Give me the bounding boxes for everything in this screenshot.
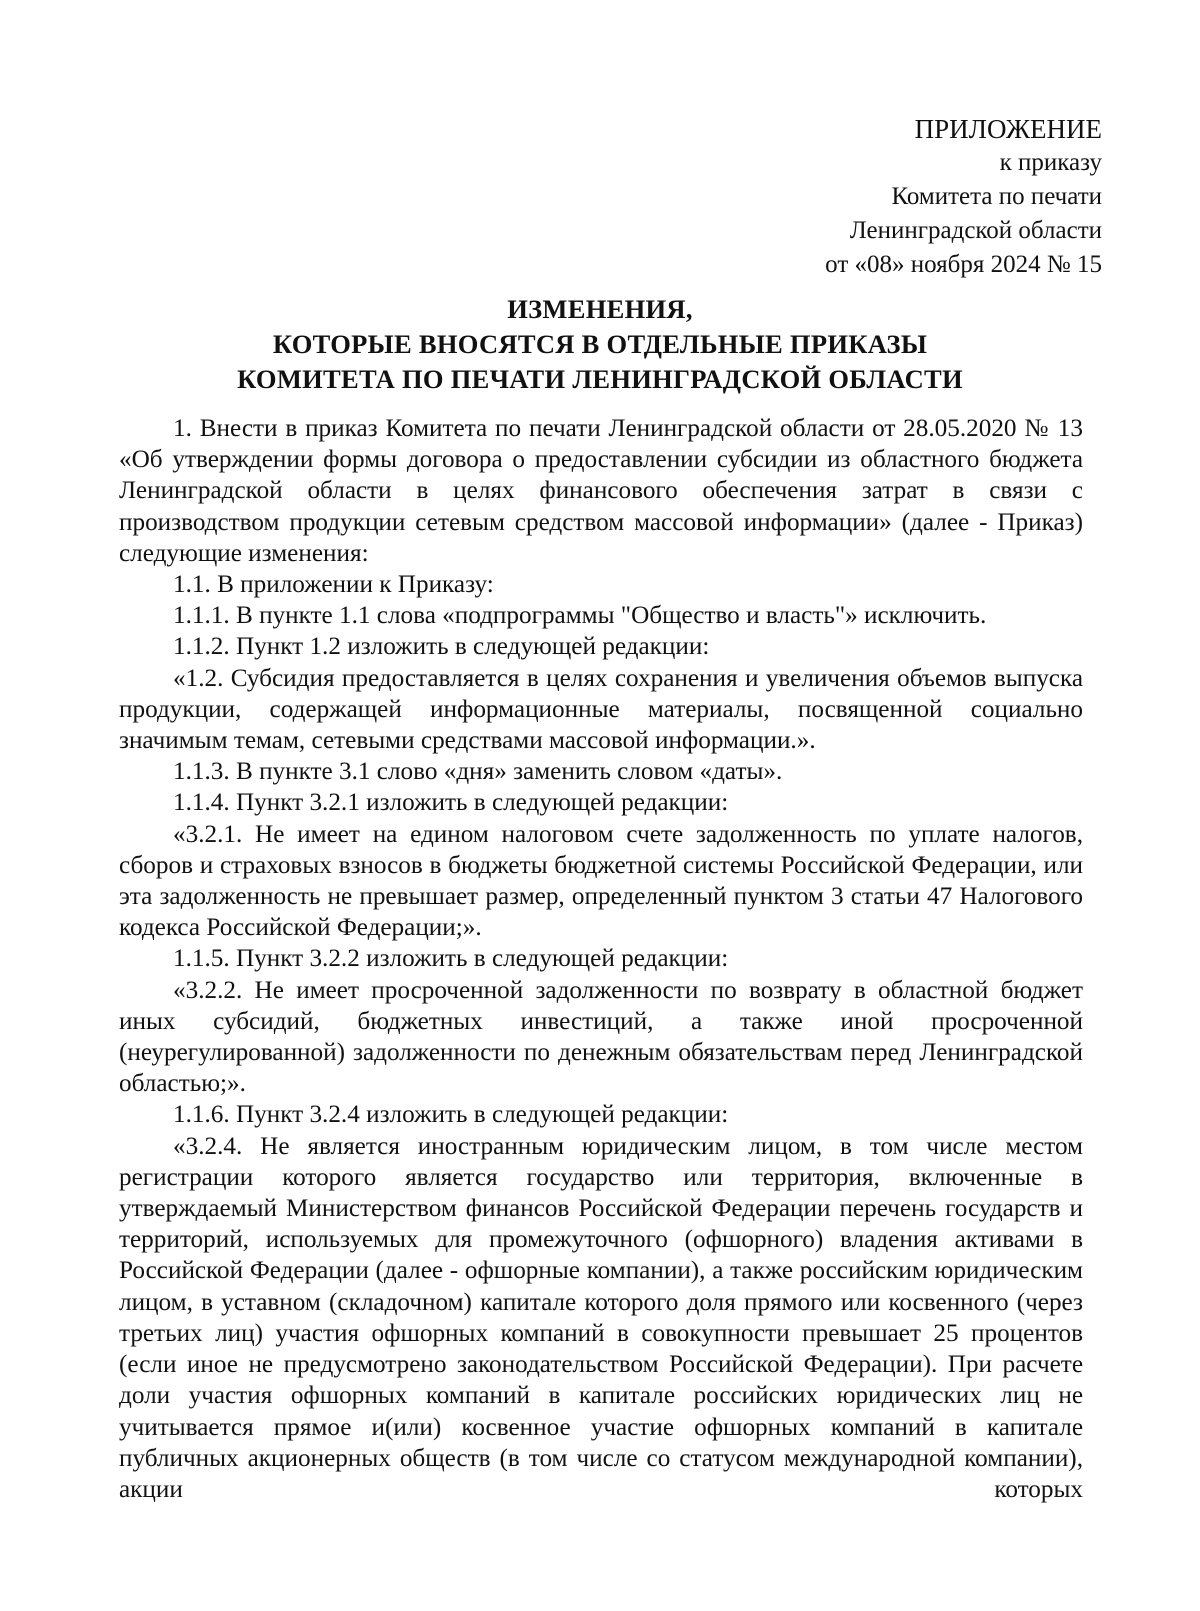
appendix-region-line: Ленинградской области: [849, 217, 1102, 244]
appendix-ref-line: к приказу: [999, 149, 1102, 176]
appendix-date-number: от «08» ноября 2024 № 15: [825, 251, 1102, 278]
paragraph-1-1: 1.1. В приложении к Приказу:: [173, 571, 494, 599]
document-title: [0, 292, 1200, 397]
title-line: ИЗМЕНЕНИЯ,: [507, 294, 693, 324]
paragraph-1-1-3: 1.1.3. В пункте 3.1 слово «дня» заменить словом «даты».: [173, 758, 783, 786]
paragraph-1-1-6: 1.1.6. Пункт 3.2.4 изложить в следующей редакции:: [173, 1101, 729, 1129]
appendix-committee-line: Комитета по печати: [891, 183, 1102, 210]
paragraph-quote-3-2-4: «3.2.4. Не является иностранным юридическим лицом, в том числе местом регистрации которого является государство или территория, включенные в утверждаемый Министерством финансов Российской Федерации перечень государств и территорий, используемых для промежуточного (офшорного) владения активами в Российской Федерации (далее - офшорные компании), а также российским юридическим лицом, в уставном (складочном) капитале которого доля прямого или косвенного (через третьих лиц) участия офшорных компаний в совокупности превышает 25 процентов (если иное не предусмотрено законодательством Российской Федерации). При расчете доли участия офшорных компаний в капитале российских юридических лиц не учитывается прямое и(или) косвенное участие офшорных компаний в капитале публичных акционерных обществ (в том числе со статусом международной компании), акции которых: [119, 1132, 1083, 1503]
paragraph-1-1-1: 1.1.1. В пункте 1.1 слова «подпрограммы "Общество и власть"» исключить.: [173, 602, 987, 630]
paragraph-quote-1-2: «1.2. Субсидия предоставляется в целях сохранения и увеличения объемов выпуска продукции, содержащей информационные материалы, посвященной социально значимым темам, сетевыми средствами массовой информации.».: [119, 664, 1083, 755]
paragraph-1-1-4: 1.1.4. Пункт 3.2.1 изложить в следующей редакции:: [173, 789, 729, 817]
paragraph-1-1-5: 1.1.5. Пункт 3.2.2 изложить в следующей редакции:: [173, 945, 729, 973]
paragraph-1: 1. Внести в приказ Комитета по печати Ленинградской области от 28.05.2020 № 13 «Об утверждении формы договора о предоставлении субсидии из областного бюджета Ленинградской области в целях финансового обеспечения затрат в связи с производством продукции сетевым средством массовой информации» (далее - Приказ) следующие изменения:: [119, 415, 1083, 567]
appendix-header: [825, 112, 1102, 282]
document-body: [119, 413, 1083, 1505]
title-line: КОТОРЫЕ ВНОСЯТСЯ В ОТДЕЛЬНЫЕ ПРИКАЗЫ: [272, 329, 928, 359]
paragraph-quote-3-2-2: «3.2.2. Не имеет просроченной задолженности по возврату в областной бюджет иных субсидий, бюджетных инвестиций, а также иной просроченной (неурегулированной) задолженности по денежным обязательствам перед Ленинградской областью;».: [119, 976, 1083, 1098]
paragraph-1-1-2: 1.1.2. Пункт 1.2 изложить в следующей редакции:: [173, 633, 710, 661]
appendix-title: ПРИЛОЖЕНИЕ: [914, 114, 1102, 144]
title-line: КОМИТЕТА ПО ПЕЧАТИ ЛЕНИНГРАДСКОЙ ОБЛАСТИ: [237, 364, 963, 394]
paragraph-quote-3-2-1: «3.2.1. Не имеет на едином налоговом счете задолженность по уплате налогов, сборов и страховых взносов в бюджеты бюджетной системы Российской Федерации, или эта задолженность не превышает размер, определенный пунктом 3 статьи 47 Налогового кодекса Российской Федерации;».: [119, 820, 1083, 942]
